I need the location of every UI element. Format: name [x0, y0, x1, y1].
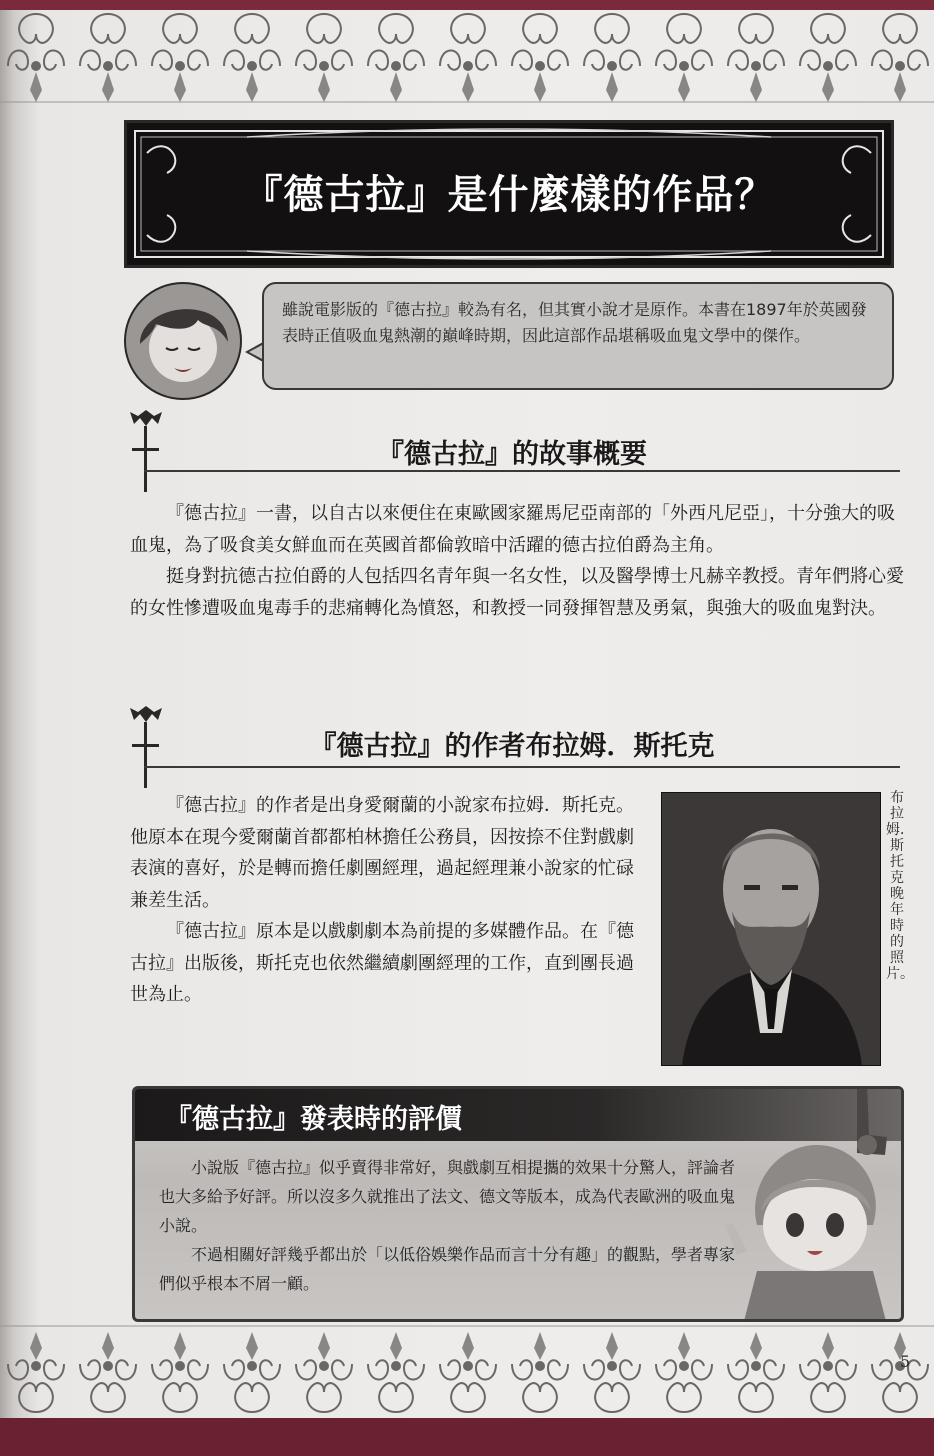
- summary-paragraph: 『德古拉』一書，以自古以來便住在東歐國家羅馬尼亞南部的「外西凡尼亞」，十分強大的吸血鬼，為了吸食美女鮮血而在英國首都倫敦暗中活躍的德古拉伯爵為主角。: [130, 503, 895, 556]
- evaluation-paragraph: 小說版『德古拉』似乎賣得非常好，與戲劇互相提攜的效果十分驚人，評論者也大多給予好評。所以沒多久就推出了法文、德文等版本，成為代表歐洲的吸血鬼小說。: [159, 1158, 736, 1235]
- author-paragraph: 『德古拉』原本是以戲劇劇本為前提的多媒體作品。在『德古拉』出版後，斯托克也依然繼續劇團經理的工作，直到團長過世為止。: [130, 921, 634, 1005]
- narrator-face-icon: [126, 284, 240, 398]
- bottom-ornament-border: [0, 1320, 934, 1420]
- evaluation-paragraph: 不過相關好評幾乎都出於「以低俗娛樂作品而言十分有趣」的觀點，學者專家們似乎根本不屑一顧。: [159, 1245, 736, 1293]
- page-number: 5: [900, 1352, 911, 1371]
- bottom-edge-band: [0, 1418, 934, 1456]
- chibi-hunter-illustration: [717, 1086, 904, 1322]
- evaluation-text: [159, 1153, 739, 1298]
- section-heading-summary: [124, 408, 900, 478]
- author-portrait-photo: [661, 792, 881, 1066]
- section-heading-text: 『德古拉』的故事概要: [377, 439, 647, 470]
- evaluation-panel: [132, 1086, 904, 1322]
- section-heading-text: 『德古拉』的作者布拉姆．斯托克: [309, 731, 715, 762]
- summary-text: [130, 498, 904, 624]
- portrait-illustration: [662, 793, 880, 1065]
- section-underline: [144, 470, 900, 472]
- author-text: [130, 790, 646, 1011]
- photo-caption: 布拉姆．斯托克晚年時的照片。: [886, 790, 914, 982]
- title-banner: [124, 120, 894, 268]
- top-ornament-border: [0, 6, 934, 106]
- intro-speech-bubble: 雖說電影版的『德古拉』較為有名，但其實小說才是原作。本書在1897年於英國發表時正值吸血鬼熱潮的巔峰時期，因此這部作品堪稱吸血鬼文學中的傑作。: [262, 282, 894, 390]
- section-underline: [144, 766, 900, 768]
- narrator-avatar: [124, 282, 242, 400]
- author-paragraph: 『德古拉』的作者是出身愛爾蘭的小說家布拉姆．斯托克。他原本在現今愛爾蘭首都都柏林擔任公務員，因按捺不住對戲劇表演的喜好，於是轉而擔任劇團經理，過起經理兼小說家的忙碌兼差生活。: [130, 795, 634, 911]
- page-title: 『德古拉』是什麼樣的作品？: [242, 171, 776, 218]
- section-heading-author: [124, 704, 900, 774]
- evaluation-heading: 『德古拉』發表時的評價: [165, 1104, 462, 1135]
- summary-paragraph: 挺身對抗德古拉伯爵的人包括四名青年與一名女性，以及醫學博士凡赫辛教授。青年們將心愛的女性慘遭吸血鬼毒手的悲痛轉化為憤怒，和教授一同發揮智慧及勇氣，與強大的吸血鬼對決。: [130, 566, 904, 619]
